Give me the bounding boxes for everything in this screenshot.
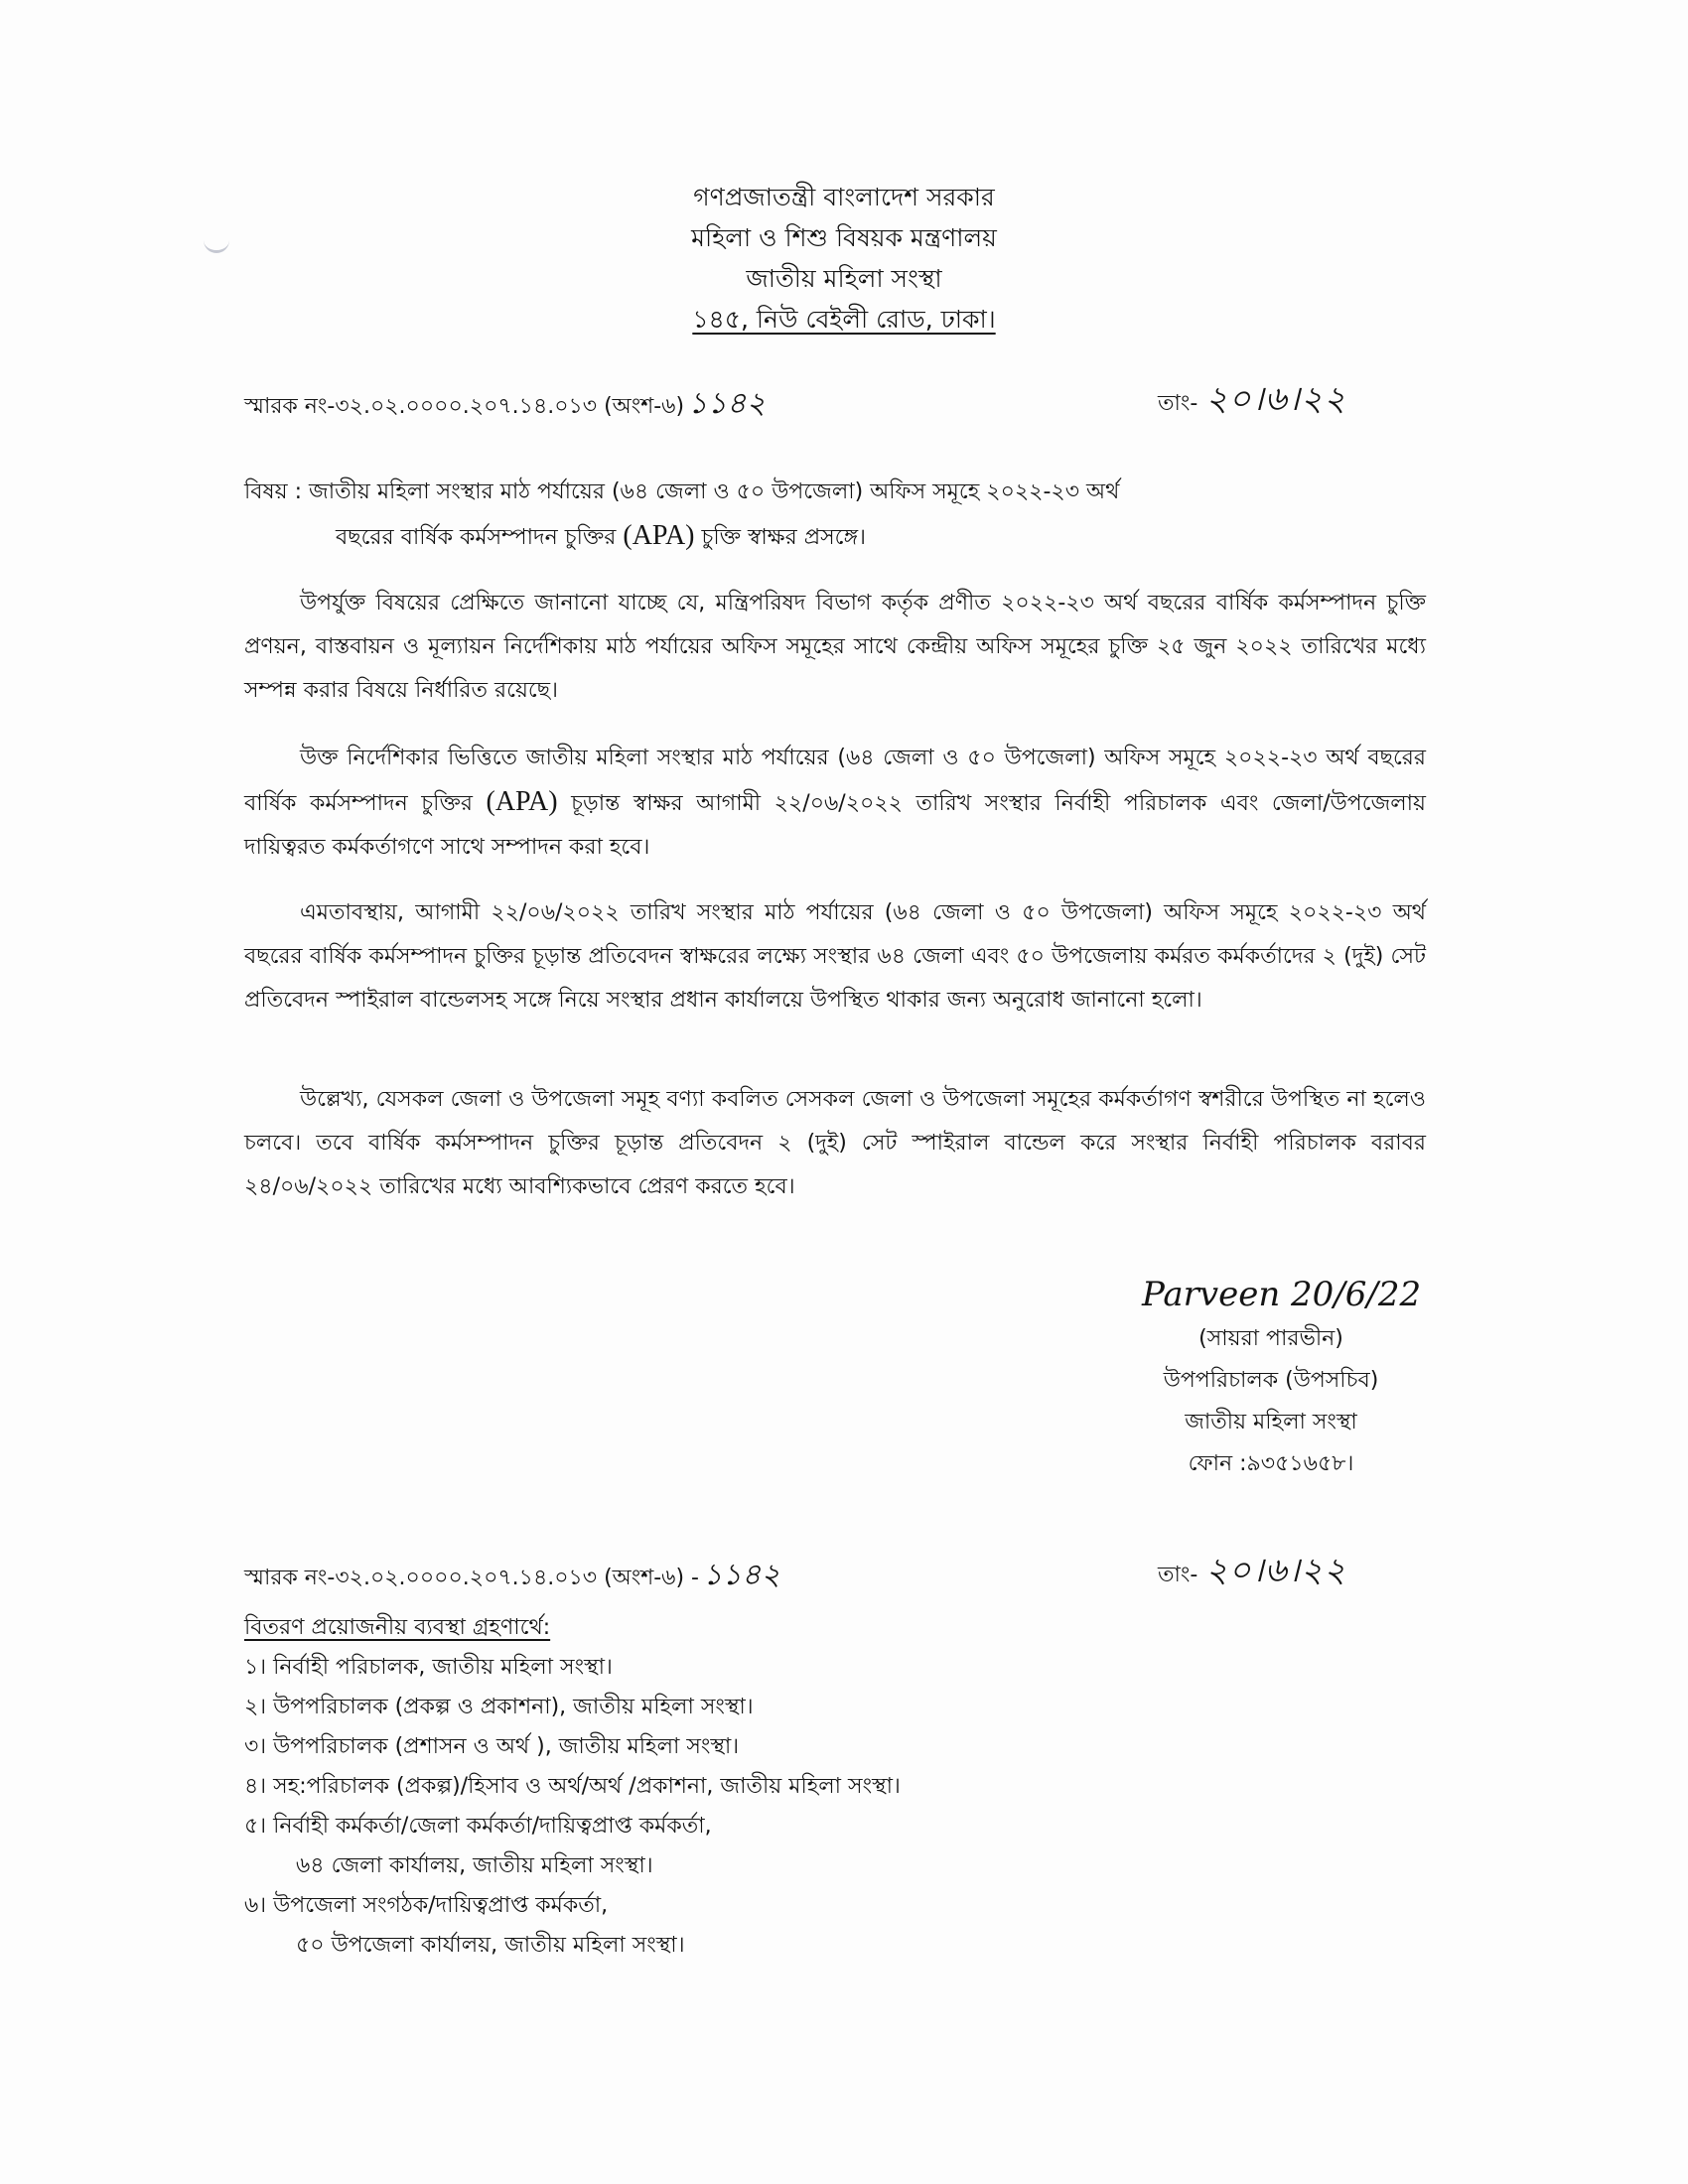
- subject: [244, 471, 1386, 560]
- signature-block: [1062, 1271, 1479, 1485]
- signatory-phone: ফোন :৯৩৫১৬৫৮।: [1188, 1451, 1354, 1476]
- organization-name: জাতীয় মহিলা সংস্থা: [746, 264, 942, 293]
- memo-reference-bottom: [244, 1541, 1416, 1592]
- body-paragraph-3: এমতাবস্থায়, আগামী ২২/০৬/২০২২ তারিখ সংস্থার মাঠ পর্যায়ের (৬৪ জেলা ও ৫০ উপজেলা) অফিস সমূহে ২০২২-২৩ অর্থ বছরের বার্ষিক কর্মসম্পাদন চুক্তির চূড়ান্ত প্রতিবেদন স্বাক্ষরের লক্ষ্যে সংস্থার ৬৪ জেলা এবং ৫০ উপজেলায় কর্মরত কর্মকর্তাদের ২ (দুই) সেট প্রতিবেদন স্পাইরাল বান্ডেলসহ সঙ্গে নিয়ে সংস্থার প্রধান কার্যালয়ে উপস্থিত থাকার জন্য অনুরোধ জানানো হলো।: [244, 900, 1426, 1013]
- signatory-designation: উপপরিচালক (উপসচিব): [1163, 1368, 1379, 1393]
- distribution-item: ১। নির্বাহী পরিচালক, জাতীয় মহিলা সংস্থা।: [244, 1655, 613, 1680]
- memo-reference-top: [244, 369, 1416, 421]
- distribution-item-continuation: ৬৪ জেলা কার্যালয়, জাতীয় মহিলা সংস্থা।: [296, 1853, 653, 1878]
- body-paragraph-4: উল্লেখ্য, যেসকল জেলা ও উপজেলা সমূহ বণ্যা কবলিত সেসকল জেলা ও উপজেলা সমূহের কর্মকর্তাগণ স্বশরীরে উপস্থিত না হলেও চলবে। তবে বার্ষিক কর্মসম্পাদন চুক্তির চূড়ান্ত প্রতিবেদন ২ (দুই) সেট স্পাইরাল বান্ডেল করে সংস্থার নির্বাহী পরিচালক বরাবর ২৪/০৬/২০২২ তারিখের মধ্যে আবশ্যিকভাবে প্রেরণ করতে হবে।: [244, 1087, 1426, 1199]
- distribution-item-continuation: ৫০ উপজেলা কার্যালয়, জাতীয় মহিলা সংস্থা।: [296, 1933, 685, 1958]
- memo-date: তাং- ২০।৬।২২: [1158, 1551, 1347, 1590]
- distribution-item: ২। উপপরিচালক (প্রকল্প ও প্রকাশনা), জাতীয় মহিলা সংস্থা।: [244, 1695, 754, 1719]
- distribution-heading: বিতরণ প্রয়োজনীয় ব্যবস্থা গ্রহণার্থে:: [244, 1615, 551, 1640]
- signatory-organization: জাতীয় মহিলা সংস্থা: [1185, 1410, 1357, 1434]
- distribution-item: ৪। সহ:পরিচালক (প্রকল্প)/হিসাব ও অর্থ/অর্থ /প্রকাশনা, জাতীয় মহিলা সংস্থা।: [244, 1774, 901, 1799]
- handwritten-date: ২০।৬।২২: [1205, 1551, 1347, 1590]
- govt-name: গণপ্রজাতন্ত্রী বাংলাদেশ সরকার: [693, 183, 995, 211]
- distribution-list: [244, 1608, 1237, 1966]
- body-paragraph-2: উক্ত নির্দেশিকার ভিত্তিতে জাতীয় মহিলা সংস্থার মাঠ পর্যায়ের (৬৪ জেলা ও ৫০ উপজেলা) অফিস সমূহে ২০২২-২৩ অর্থ বছরের বার্ষিক কর্মসম্পাদন চুক্তির (APA) চূড়ান্ত স্বাক্ষর আগামী ২২/০৬/২০২২ তারিখ সংস্থার নির্বাহী পরিচালক এবং জেলা/উপজেলায় দায়িত্বরত কর্মকর্তাগণে সাথে সম্পাদন করা হবে।: [244, 746, 1426, 860]
- distribution-item: ৬। উপজেলা সংগঠক/দায়িত্বপ্রাপ্ত কর্মকর্তা,: [244, 1893, 609, 1918]
- letterhead: [0, 177, 1688, 340]
- handwritten-memo-no: ১১৪২: [702, 1558, 780, 1592]
- subject-line-2: বছরের বার্ষিক কর্মসম্পাদন চুক্তির (APA) চুক্তি স্বাক্ষর প্রসঙ্গে।: [336, 520, 866, 551]
- handwritten-signature: Parveen 20/6/22: [1142, 1275, 1422, 1314]
- body-paragraph-1: উপর্যুক্ত বিষয়ের প্রেক্ষিতে জানানো যাচ্ছে যে, মন্ত্রিপরিষদ বিভাগ কর্তৃক প্রণীত ২০২২-২৩ অর্থ বছরের বার্ষিক কর্মসম্পাদন চুক্তি প্রণয়ন, বাস্তবায়ন ও মূল্যায়ন নির্দেশিকায় মাঠ পর্যায়ের অফিস সমূহের সাথে কেন্দ্রীয় অফিস সমূহের চুক্তি ২৫ জুন ২০২২ তারিখের মধ্যে সম্পন্ন করার বিষয়ে নির্ধারিত রয়েছে।: [244, 591, 1426, 703]
- ministry-name: মহিলা ও শিশু বিষয়ক মন্ত্রণালয়: [691, 223, 997, 252]
- distribution-item: ৫। নির্বাহী কর্মকর্তা/জেলা কর্মকর্তা/দায়িত্বপ্রাপ্ত কর্মকর্তা,: [244, 1814, 712, 1839]
- organization-address: ১৪৫, নিউ বেইলী রোড, ঢাকা।: [692, 305, 996, 334]
- handwritten-memo-no: ১১৪২: [688, 386, 766, 421]
- handwritten-date: ২০।৬।২২: [1205, 379, 1347, 419]
- memo-number: স্মারক নং-৩২.০২.০০০০.২০৭.১৪.০১৩ (অংশ-৬) ১১৪২: [244, 386, 766, 421]
- distribution-item: ৩। উপপরিচালক (প্রশাসন ও অর্থ ), জাতীয় মহিলা সংস্থা।: [244, 1734, 740, 1759]
- memo-number: স্মারক নং-৩২.০২.০০০০.২০৭.১৪.০১৩ (অংশ-৬) - ১১৪২: [244, 1558, 780, 1592]
- memo-date: তাং- ২০।৬।২২: [1158, 379, 1347, 419]
- signatory-name: (সায়রা পারভীন): [1198, 1326, 1343, 1351]
- subject-line-1: বিষয় : জাতীয় মহিলা সংস্থার মাঠ পর্যায়ের (৬৪ জেলা ও ৫০ উপজেলা) অফিস সমূহে ২০২২-২৩ অর্থ: [244, 479, 1120, 504]
